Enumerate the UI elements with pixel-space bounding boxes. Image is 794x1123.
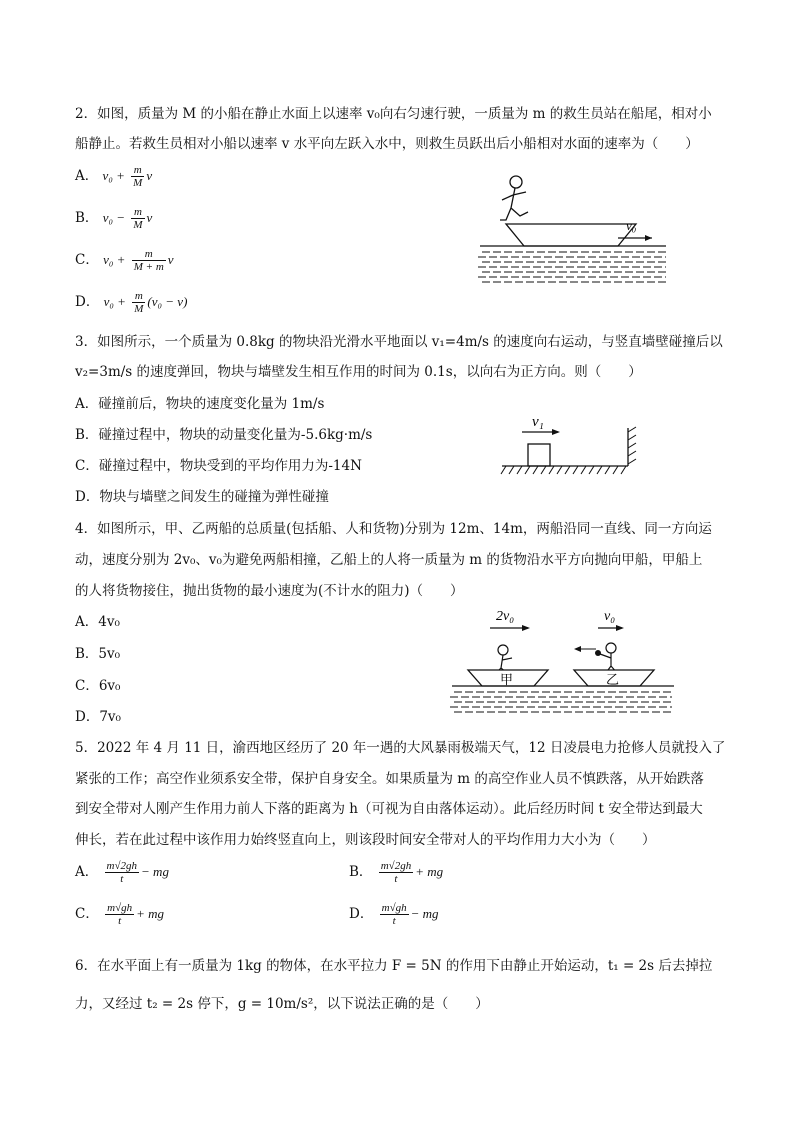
q2-option-b[interactable]: B． v₀ − $\frac{m}{M}$ v [75, 206, 153, 231]
q3-stem-line2: v₂=3m/s 的速度弹回，物块与墙壁发生相互作用的时间为 0.1s，以向右为正方向。则（ ） [75, 364, 642, 380]
q2-option-d[interactable]: D． v₀ + $\frac{m}{M}$ (v₀ − v) [75, 290, 188, 315]
q4-option-d[interactable]: D．7v₀ [75, 709, 121, 725]
q5-option-c[interactable]: C． $\frac{m√gh}{t}$ + mg [75, 902, 165, 927]
q3-option-c[interactable]: C．碰撞过程中，物块受到的平均作用力为-14N [75, 458, 362, 474]
q4-option-c[interactable]: C．6v₀ [75, 678, 121, 694]
q5-stem-line2: 紧张的工作；高空作业须系安全带，保护自身安全。如果质量为 m 的高空作业人员不慎跌落，从开始跌落 [75, 771, 704, 787]
q3-block-wall-figure [500, 408, 650, 478]
q5-option-d[interactable]: D． $\frac{m√gh}{t}$ − mg [349, 902, 439, 927]
q3-stem-line1: 3．如图所示，一个质量为 0.8kg 的物块沿光滑水平地面以 v₁=4m/s 的速度向右运动，与竖直墙壁碰撞后以 [75, 334, 723, 350]
q4-stem-line2: 动，速度分别为 2v₀、v₀为避免两船相撞，乙船上的人将一质量为 m 的货物沿水平方向抛向甲船，甲船上 [75, 552, 703, 568]
q4-option-b[interactable]: B．5v₀ [75, 646, 121, 662]
q3-velocity-label: v₁ [532, 414, 544, 430]
q5-stem-line1: 5．2022 年 4 月 11 日，渝西地区经历了 20 年一遇的大风暴雨极端天气，12 日凌晨电力抢修人员就投入了 [75, 740, 726, 756]
q2-boat-figure [478, 170, 668, 290]
q2-option-c[interactable]: C． v₀ + $\frac{m}{M + m}$ v [75, 248, 174, 273]
q2-stem-line1: 2．如图，质量为 M 的小船在静止水面上以速率 v₀向右匀速行驶，一质量为 m 的救生员站在船尾，相对小 [75, 106, 712, 122]
q3-option-d[interactable]: D．物块与墙壁之间发生的碰撞为弹性碰撞 [75, 489, 329, 505]
q4-stem-line3: 的人将货物接住，抛出货物的最小速度为(不计水的阻力)（ ） [75, 583, 464, 599]
q4-option-a[interactable]: A．4v₀ [75, 614, 120, 630]
q5-stem-line3: 到安全带对人刚产生作用力前人下落的距离为 h（可视为自由落体运动）。此后经历时间 t 安全带达到最大 [75, 801, 703, 817]
q4-boat-a-velocity-label: 2v₀ [496, 609, 515, 624]
q2-stem-line2: 船静止。若救生员相对小船以速率 v 水平向左跃入水中，则救生员跃出后小船相对水面的速率为（ ） [75, 136, 699, 152]
q3-option-b[interactable]: B．碰撞过程中，物块的动量变化量为-5.6kg·m/s [75, 427, 373, 443]
q5-option-b[interactable]: B． $\frac{m√2gh}{t}$ + mg [349, 860, 444, 885]
q6-stem-line1: 6．在水平面上有一质量为 1kg 的物体，在水平拉力 F = 5N 的作用下由静止开始运动，t₁ = 2s 后去掉拉 [75, 958, 713, 974]
q5-option-a[interactable]: A． $\frac{m√2gh}{t}$ − mg [75, 860, 169, 885]
q4-two-boats-figure [448, 604, 678, 720]
q4-boat-b-velocity-label: v₀ [604, 609, 616, 624]
q2-velocity-label: v₀ [626, 218, 637, 233]
q5-stem-line4: 伸长，若在此过程中该作用力始终竖直向上，则该段时间安全带对人的平均作用力大小为（ ） [75, 832, 656, 848]
q2-option-a[interactable]: A． v₀ + $\frac{m}{M}$ v [75, 164, 153, 189]
q4-boat-b-label: 乙 [606, 672, 620, 687]
q3-option-a[interactable]: A．碰撞前后，物块的速度变化量为 1m/s [75, 396, 325, 412]
q6-stem-line2: 力，又经过 t₂ = 2s 停下，g = 10m/s²，以下说法正确的是（ ） [75, 996, 489, 1012]
q4-boat-a-label: 甲 [500, 672, 514, 687]
q4-stem-line1: 4．如图所示，甲、乙两船的总质量(包括船、人和货物)分别为 12m、14m，两船沿同一直线、同一方向运 [75, 521, 712, 537]
